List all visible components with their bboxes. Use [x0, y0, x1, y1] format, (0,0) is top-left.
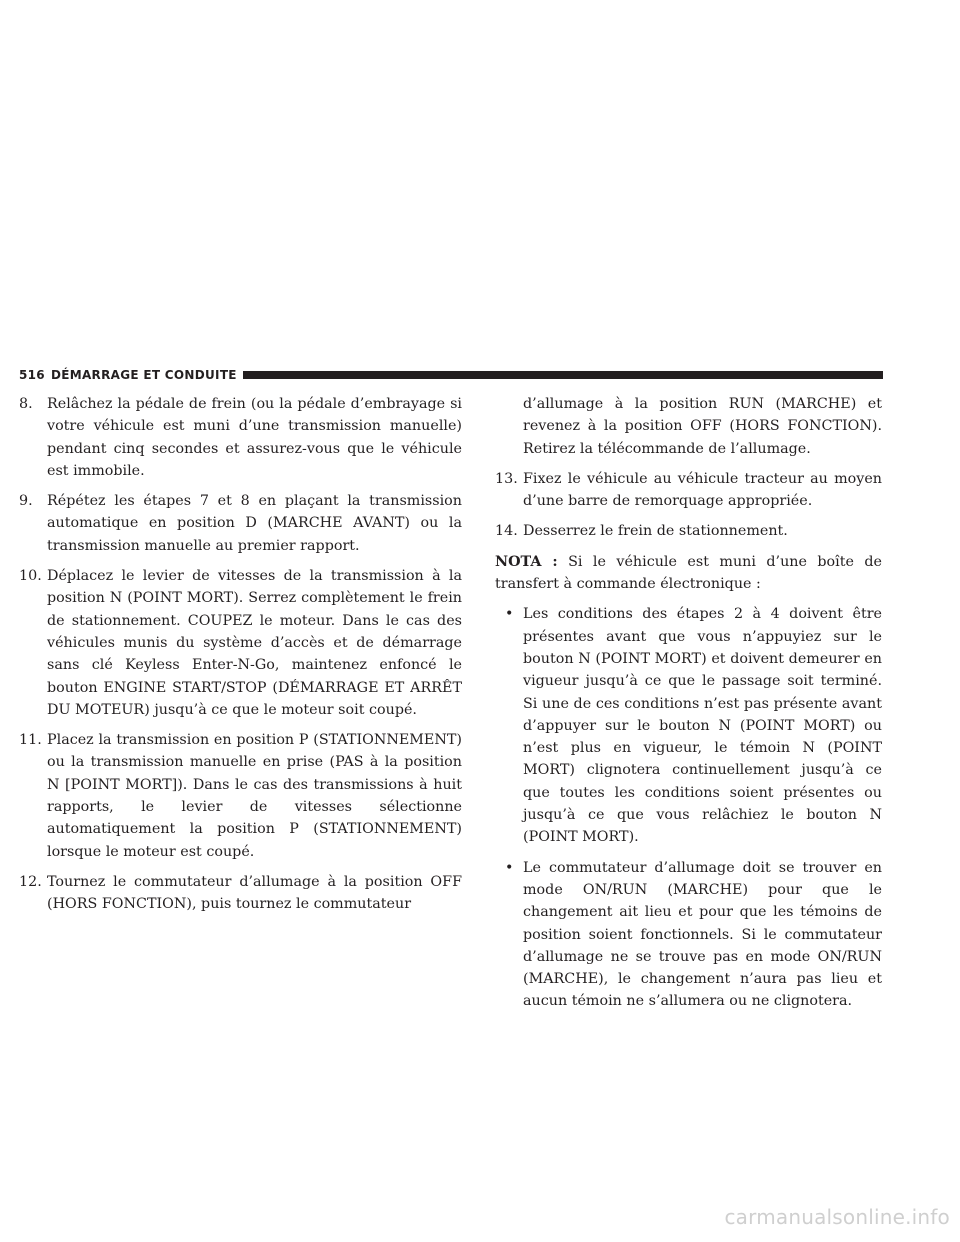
step-item	[19, 565, 462, 721]
step-item	[19, 871, 462, 916]
page-number: 516	[19, 368, 45, 382]
bullet-icon: •	[505, 859, 514, 876]
step-item	[495, 468, 882, 513]
bullet-item	[495, 857, 882, 1013]
step-text: Déplacez le levier de vitesses de la transmission à la position N (POINT MORT). Serrez complètement le frein de stationnement. COUPEZ le moteur. Dans le cas des véhicules munis du système d’accès et de démarrage sans clé Keyless Enter-N-Go, maintenez enfoncé le bouton ENGINE START/STOP (DÉMARRAGE ET ARRÊT DU MOTEUR) jusqu’à ce que le moteur soit coupé.	[47, 568, 462, 718]
step-text: Fixez le véhicule au véhicule tracteur au moyen d’une barre de remorquage appropriée.	[523, 470, 882, 510]
step-number: 14.	[495, 523, 518, 540]
bullet-icon: •	[505, 606, 514, 623]
left-column	[19, 393, 462, 924]
step-text: Tournez le commutateur d’allumage à la position OFF (HORS FONCTION), puis tournez le commutateur	[47, 873, 462, 913]
bullet-text: Le commutateur d’allumage doit se trouver en mode ON/RUN (MARCHE) pour que le changement ait lieu et pour que les témoins de position soient fonctionnels. Si le commutateur d’allumage ne se trouve pas en mode ON/RUN (MARCHE), le changement n’aura pas lieu et aucun témoin ne s’allumera ou ne clignotera.	[523, 859, 882, 1010]
step-number: 9.	[19, 493, 33, 510]
section-title: DÉMARRAGE ET CONDUITE	[50, 368, 237, 382]
step-text: Placez la transmission en position P (STATIONNEMENT) ou la transmission manuelle en prise (PAS à la position N [POINT MORT]). Dans le cas des transmissions à huit rapports, le levier de vitesses sélectionne automatiquement la position P (STATIONNEMENT) lorsque le moteur est coupé.	[47, 732, 462, 860]
page-header	[19, 367, 883, 383]
note-text: Si le véhicule est muni d’une boîte de transfert à commande électronique :	[495, 553, 883, 593]
bullet-item	[495, 603, 882, 848]
bullet-text: Les conditions des étapes 2 à 4 doivent être présentes avant que vous n’appuyiez sur le bouton N (POINT MORT) et doivent demeurer en vigueur jusqu’à ce que le passage soit terminé. Si une de ces conditions n’est pas présente avant d’appuyer sur le bouton N (POINT MORT) ou n’est plus en vigueur, le témoin N (POINT MORT) clignotera continuellement jusqu’à ce que toutes les conditions soient présentes ou jusqu’à ce que vous relâchiez le bouton N (POINT MORT).	[523, 606, 882, 846]
step-number: 12.	[19, 873, 42, 890]
watermark: carmanualsonline.info	[724, 1205, 950, 1229]
note-label: NOTA :	[495, 553, 558, 570]
step-number: 13.	[495, 470, 518, 487]
step-text: Relâchez la pédale de frein (ou la pédale d’embrayage si votre véhicule est muni d’une transmission manuelle) pendant cinq secondes et assurez-vous que le véhicule est immobile.	[47, 396, 462, 479]
step-number: 8.	[19, 396, 33, 412]
note-paragraph	[495, 551, 882, 596]
header-rule	[243, 371, 883, 379]
step-item	[19, 490, 462, 557]
step-continuation: d’allumage à la position RUN (MARCHE) et revenez à la position OFF (HORS FONCTION). Retirez la télécommande de l’allumage.	[523, 396, 882, 457]
step-number: 10.	[19, 568, 42, 585]
step-item	[19, 393, 462, 482]
step-text: Desserrez le frein de stationnement.	[523, 523, 788, 540]
step-item	[19, 729, 462, 863]
step-item	[495, 520, 882, 542]
step-number: 11.	[19, 732, 42, 749]
step-text: Répétez les étapes 7 et 8 en plaçant la transmission automatique en position D (MARCHE AVANT) ou la transmission manuelle au premier rapport.	[47, 493, 462, 554]
right-column	[495, 393, 882, 1021]
